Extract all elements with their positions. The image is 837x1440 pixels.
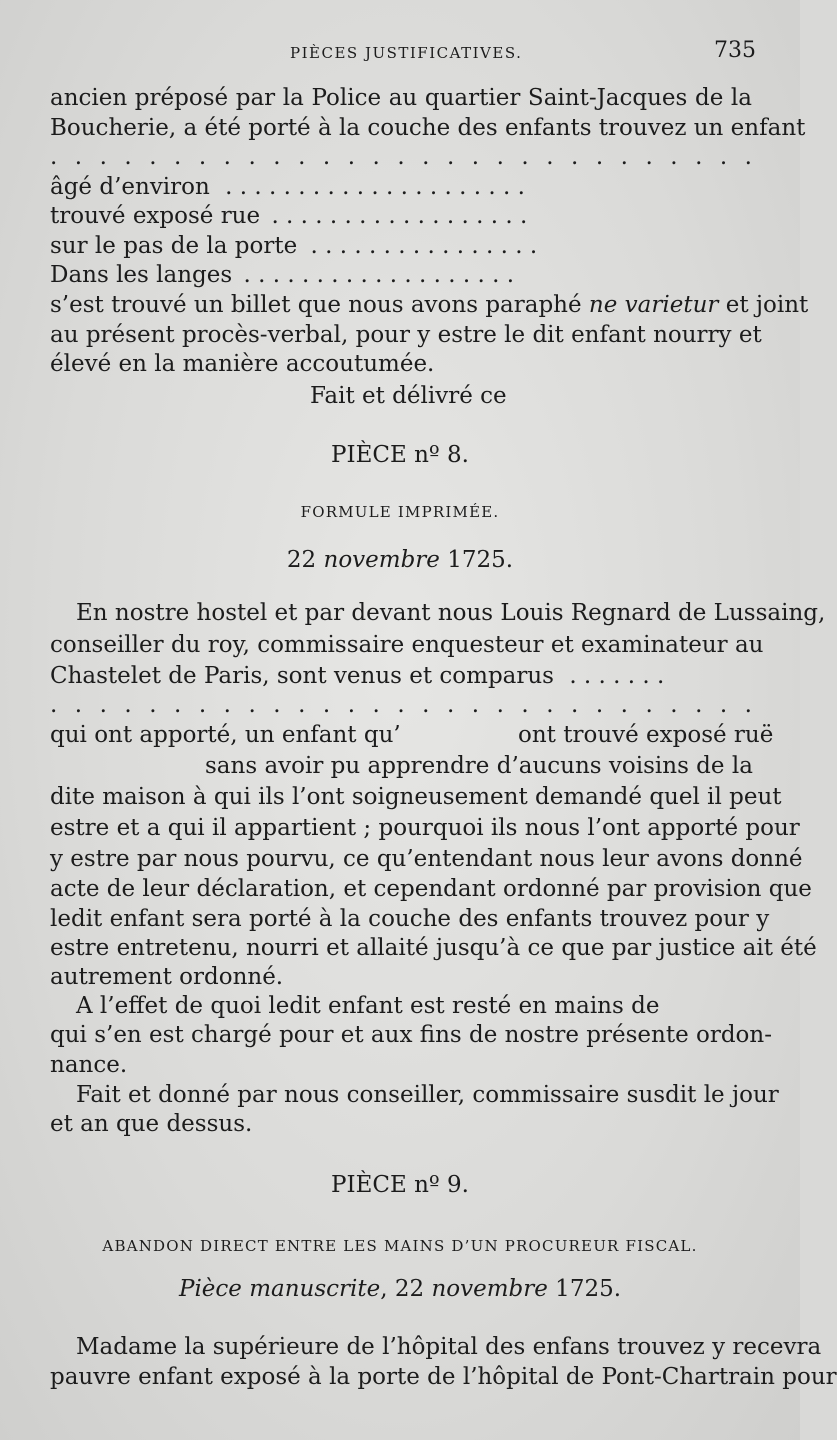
text-line: conseiller du roy, commissaire enquesteur et examinateur au [50,632,764,658]
section-heading-piece-8: PIÈCE nº 8. [331,442,469,468]
text-line: dite maison à qui ils l’ont soigneusement demandé quel il peut [50,784,782,810]
text-line: élevé en la manière accoutumée. [50,351,435,377]
page-number: 735 [714,38,756,63]
text-span: s’est trouvé un billet que nous avons paraphé [50,292,589,318]
latin-phrase: ne varietur [588,292,719,318]
section-heading-piece-9: PIÈCE nº 9. [331,1172,469,1198]
text-line: autrement ordonné. [50,964,284,990]
text-span: , 22 [380,1276,432,1302]
text-label: sur le pas de la porte [50,233,298,259]
text-span: 1725. [547,1276,622,1302]
date-day: 22 [286,547,324,573]
text-line: y estre par nous pourvu, ce qu’entendant nous leur avons donné [50,846,803,872]
text-line: estre et a qui il appartient ; pourquoi ils nous l’ont apporté pour [50,815,800,841]
dot-leader: . . . . . . . . . . . . . . . . . . . [243,262,515,288]
text-line: acte de leur déclaration, et cependant ordonné par provision que [50,876,812,902]
text-line: nance. [50,1052,128,1078]
text-line: En nostre hostel et par devant nous Louis Regnard de Lussaing, [76,600,826,626]
form-line-age [50,172,752,202]
text-line: au présent procès-verbal, pour y estre le dit enfant nourry et [50,322,762,348]
dot-leader: . . . . . . . [569,663,665,689]
text-label: trouvé exposé rue [50,203,261,229]
running-title: PIÈCES JUSTIFICATIVES. [290,44,523,62]
dot-leader-line: . . . . . . . . . . . . . . . . . . . . . . . . . . . . . [50,692,752,718]
text-line: Boucherie, a été porté à la couche des enfants trouvez un enfant [50,115,806,141]
dot-leader: . . . . . . . . . . . . . . . . . . [271,203,528,229]
date-year: 1725. [439,547,514,573]
section-subheading: FORMULE IMPRIMÉE. [300,503,500,521]
text-span: et joint [718,292,809,318]
document-source [0,1274,800,1304]
text-span: qui ont apporté, un enfant qu’ [50,722,401,748]
text-line: ancien préposé par la Police au quartier Saint-Jacques de la [50,85,752,111]
document-date [0,545,800,575]
form-line-door [50,231,752,261]
text-span: ont trouvé exposé ruë [518,722,774,748]
text-line: sans avoir pu apprendre d’aucuns voisins de la [205,753,753,779]
text-line [50,720,774,750]
source-month: novembre [431,1276,548,1302]
closing-line: Fait et délivré ce [310,383,507,409]
text-label: Dans les langes [50,262,233,288]
text-line: A l’effet de quoi ledit enfant est resté en mains de [76,993,660,1019]
dot-leader-line: . . . . . . . . . . . . . . . . . . . . . . . . . . . . . [50,144,752,170]
text-label: âgé d’environ [50,174,210,200]
section-subheading: ABANDON DIRECT ENTRE LES MAINS D’UN PROCUREUR FISCAL. [102,1237,698,1255]
source-type: Pièce manuscrite [178,1276,381,1302]
text-line: Madame la supérieure de l’hôpital des enfans trouvez y recevra [76,1334,822,1360]
text-line [50,661,752,691]
text-line: Fait et donné par nous conseiller, commissaire susdit le jour [76,1082,779,1108]
dot-leader: . . . . . . . . . . . . . . . . . . . . . [225,174,525,200]
text-line: et an que dessus. [50,1111,253,1137]
text-line: ledit enfant sera porté à la couche des enfants trouvez pour y [50,906,770,932]
form-line-street [50,201,752,231]
text-span: Chastelet de Paris, sont venus et comparus [50,663,554,689]
text-line [50,290,809,320]
text-line: estre entretenu, nourri et allaité jusqu’à ce que par justice ait été [50,935,817,961]
dot-leader: . . . . . . . . . . . . . . . . [310,233,538,259]
date-month: novembre [323,547,440,573]
text-line: qui s’en est chargé pour et aux fins de nostre présente ordon- [50,1022,772,1048]
form-line-swaddling [50,260,752,290]
text-line: pauvre enfant exposé à la porte de l’hôpital de Pont-Chartrain pour [50,1364,837,1390]
